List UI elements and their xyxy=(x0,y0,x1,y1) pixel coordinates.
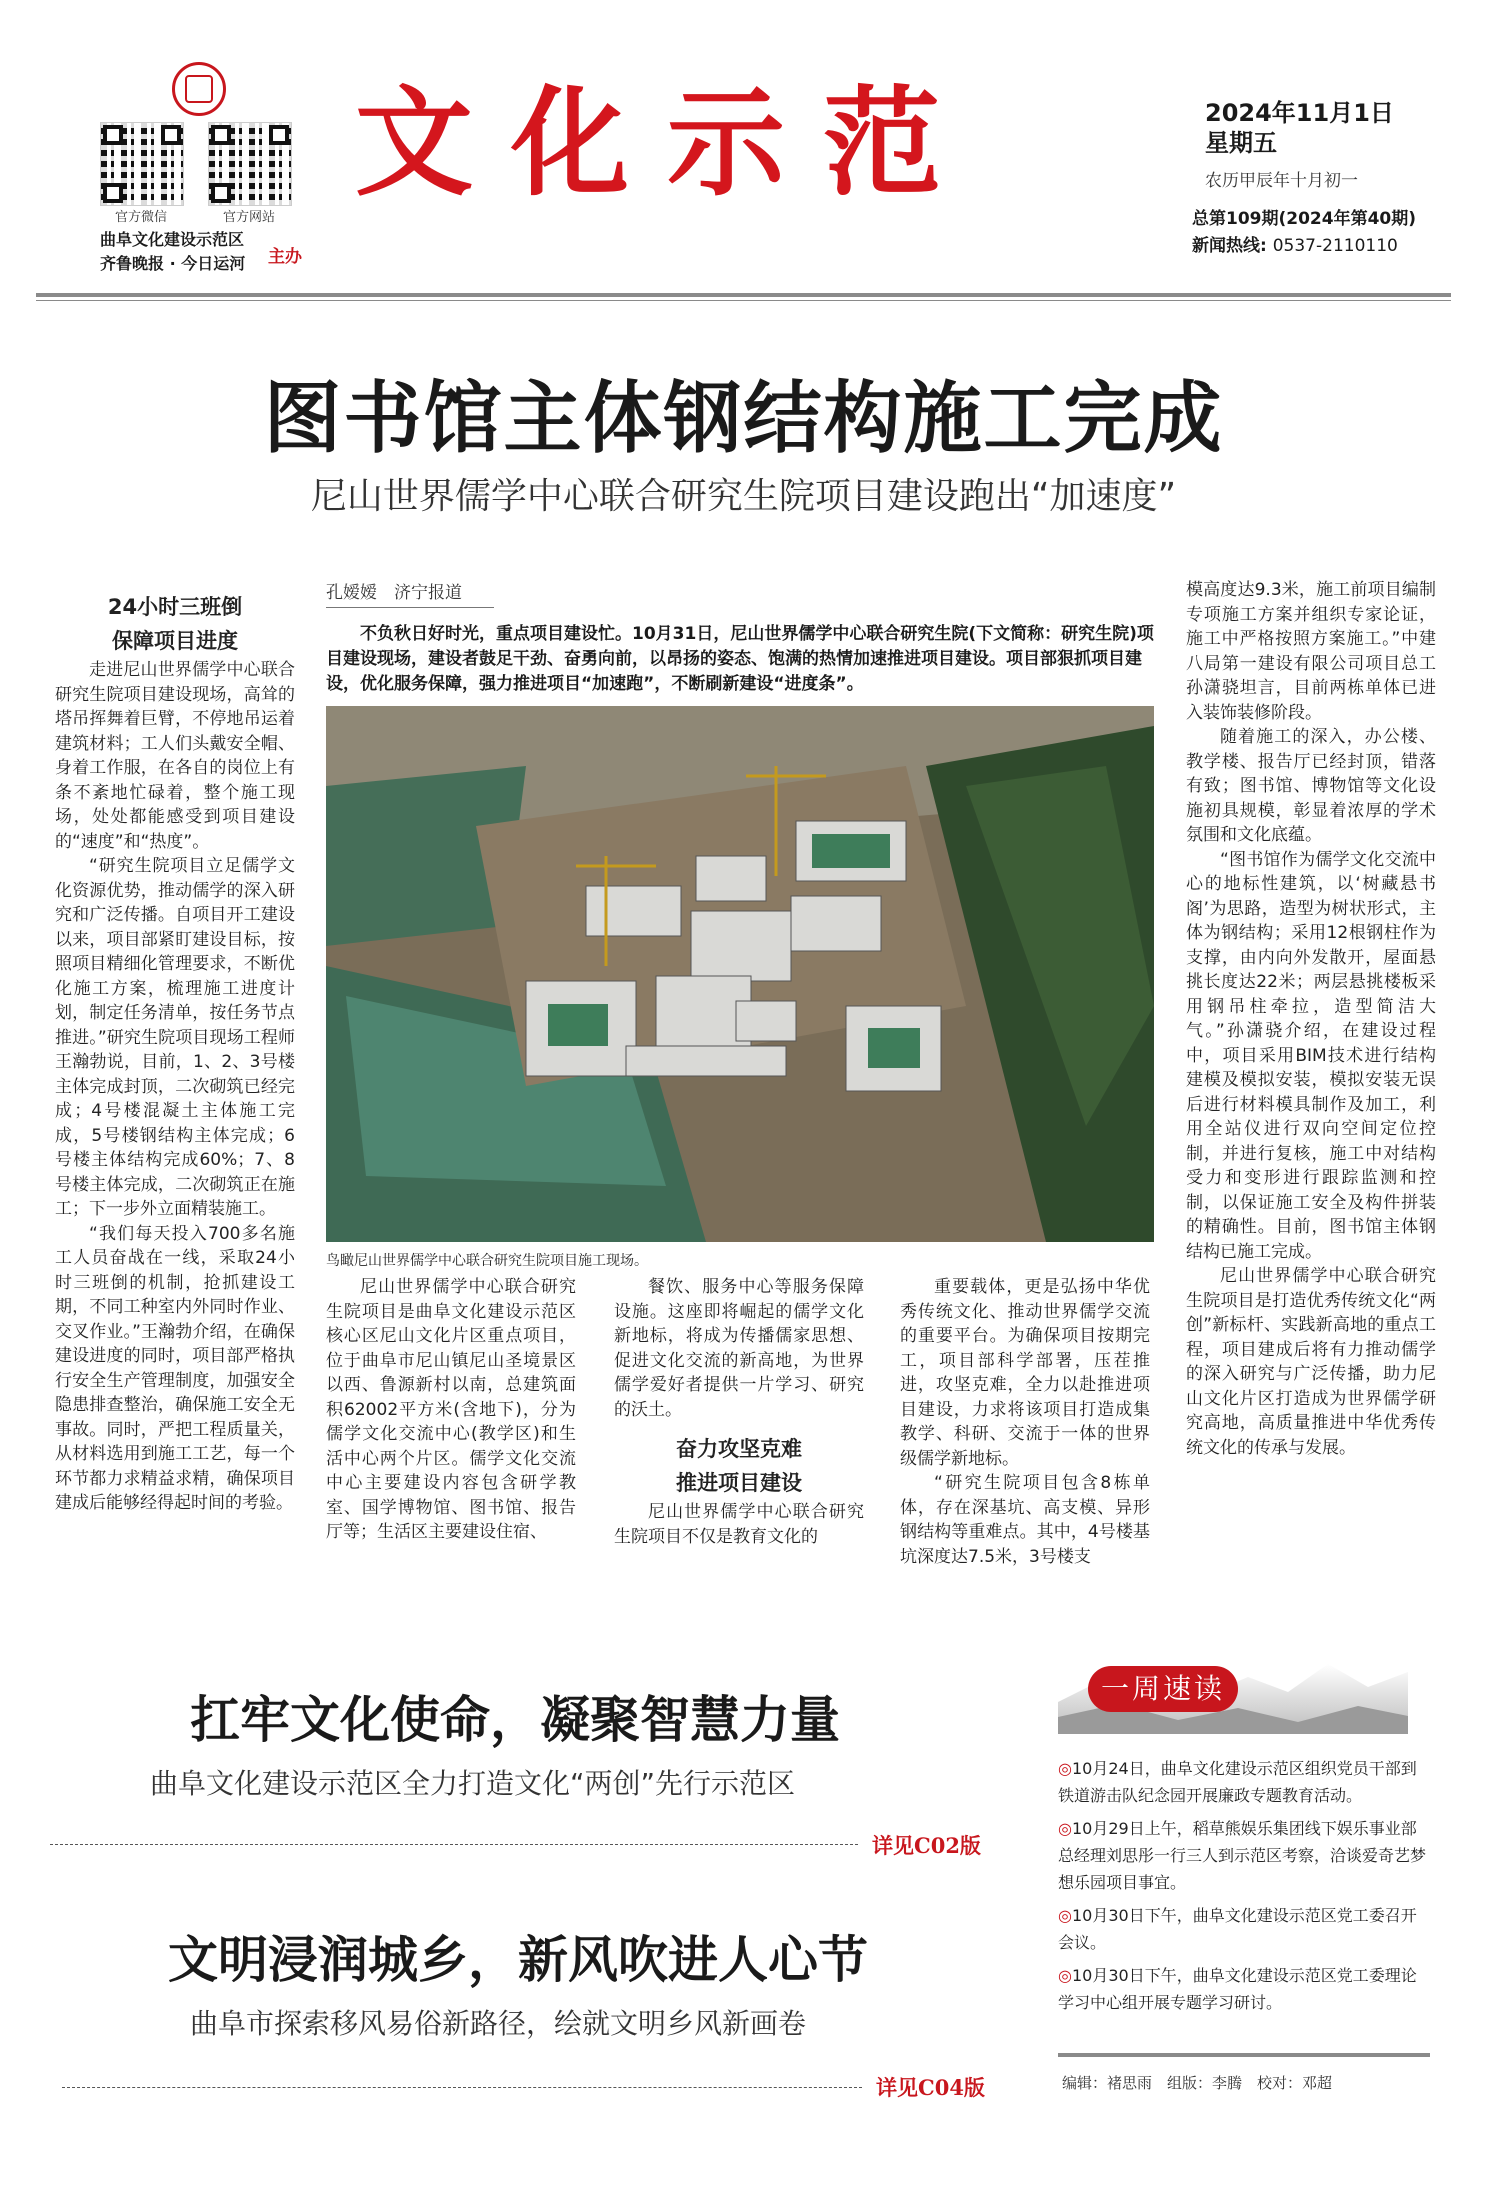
digest-bottom-rule xyxy=(1058,2053,1430,2057)
week-digest-title: 一周速读 xyxy=(1100,1672,1225,1705)
week-digest-list xyxy=(1058,1755,1430,2022)
promo-1-subheadline: 曲阜文化建设示范区全力打造文化“两创”先行示范区 xyxy=(150,1767,796,1800)
lead-left-column xyxy=(55,590,295,1516)
mid-subhead-1: 奋力攻坚克难 xyxy=(676,1437,802,1461)
paragraph: 餐饮、服务中心等服务保障设施。这座即将崛起的儒学文化新地标，将成为传播儒家思想、促进文化交流的新高地，为世界儒学爱好者提供一片学习、研究的沃土。 xyxy=(614,1277,864,1420)
editors-credit: 编辑：褚思雨 组版：李腾 校对：邓超 xyxy=(1062,2074,1333,2092)
aerial-construction-photo xyxy=(326,706,1154,1242)
lead-intro: 不负秋日好时光，重点项目建设忙。10月31日，尼山世界儒学中心联合研究生院(下文简称：研究生院)项目建设现场，建设者鼓足干劲、奋勇向前，以昂扬的姿态、饱满的热情加速推进项目建设。项目部狠抓项目建设，优化服务保障，强力推进项目“加速跑”，不断刷新建设“进度条”。 xyxy=(326,624,1154,694)
website-qr-code[interactable] xyxy=(208,122,292,225)
lead-headline: 图书馆主体钢结构施工完成 xyxy=(263,373,1224,464)
paragraph: 尼山世界儒学中心联合研究生院项目是曲阜文化建设示范区核心区尼山文化片区重点项目，位于曲阜市尼山镇尼山圣境景区以西、鲁源新村以南，总建筑面积62002平方米(含地下)，分为儒学文化交流中心(教学区)和生活中心两个片区。儒学文化交流中心主要建设内容包含研学教室、国学博物馆、图书馆、报告厅等；生活区主要建设住宿、 xyxy=(326,1277,576,1542)
host-label: 主办 xyxy=(268,247,302,267)
issue-date xyxy=(1205,98,1394,158)
week-digest-header xyxy=(1058,1642,1408,1734)
left-subhead-1: 24小时三班倒 xyxy=(107,595,243,619)
hotline-label: 新闻热线: xyxy=(1192,236,1267,256)
org-line-1: 曲阜文化建设示范区 xyxy=(100,230,245,249)
photo-caption: 鸟瞰尼山世界儒学中心联合研究生院项目施工现场。 xyxy=(326,1253,648,1269)
paragraph: “我们每天投入700多名施工人员奋战在一线，采取24小时三班倒的机制，抢抓建设工期，不同工种室内外同时作业、交叉作业。”王瀚勃介绍，在确保建设进度的同时，项目部严格执行安全生产管理制度，加强安全隐患排查整治，确保施工安全无事故。同时，严把工程质量关，从材料选用到施工工艺，每一个环节都力求精益求精，确保项目建成后能够经得起时间的考验。 xyxy=(55,1223,295,1513)
qr-caption-wechat: 官方微信 xyxy=(114,210,167,225)
digest-item: ◎10月29日上午，稻草熊娱乐集团线下娱乐事业部总经理刘思彤一行三人到示范区考察，洽谈爱奇艺梦想乐园项目事宜。 xyxy=(1058,1819,1427,1892)
bullet-icon: ◎ xyxy=(1058,1906,1072,1925)
promo-1-headline[interactable]: 扛牢文化使命，凝聚智慧力量 xyxy=(190,1690,840,1749)
left-subhead-2: 保障项目进度 xyxy=(112,629,238,653)
paragraph: 随着施工的深入，办公楼、教学楼、报告厅已经封顶，错落有致；图书馆、博物馆等文化设施初具规模，彰显着浓厚的学术氛围和文化底蕴。 xyxy=(1186,727,1436,845)
issue-number: 总第109期(2024年第40期) xyxy=(1192,209,1416,229)
wechat-qr-code[interactable] xyxy=(100,122,184,225)
host-organizations xyxy=(100,228,245,276)
promo-1-divider xyxy=(50,1844,858,1845)
paragraph: “图书馆作为儒学文化交流中心的地标性建筑，以‘树藏悬书阁’为思路，造型为树状形式，主体为钢结构；采用12根钢柱作为支撑，由内向外发散开，屋面悬挑长度达22米；两层悬挑楼板采用钢吊柱牵拉，造型简洁大气。”孙潇骁介绍，在建设过程中，项目采用BIM技术进行结构建模及模拟安装，模拟安装无误后进行材料模具制作及加工，利用全站仪进行双向空间定位控制，并进行复核，施工中对结构受力和变形进行跟踪监测和控制，以保证施工安全及构件拼装的精确性。目前，图书馆主体钢结构已施工完成。 xyxy=(1186,849,1436,1262)
promo-2-page-ref[interactable]: 详见C04版 xyxy=(876,2075,985,2100)
promo-2-divider xyxy=(62,2087,862,2088)
issue-info xyxy=(1192,206,1416,260)
bullet-icon: ◎ xyxy=(1058,1819,1072,1838)
lead-mid-column-1 xyxy=(326,1275,576,1545)
masthead-rule-thin xyxy=(36,300,1451,301)
bullet-icon: ◎ xyxy=(1058,1966,1072,1985)
byline: 孔嫒嫒 济宁报道 xyxy=(326,578,494,608)
promo-2-headline[interactable]: 文明浸润城乡，新风吹进人心节 xyxy=(168,1930,868,1989)
bullet-icon: ◎ xyxy=(1058,1759,1072,1778)
paragraph: 重要载体，更是弘扬中华优秀传统文化、推动世界儒学交流的重要平台。为确保项目按期完工，项目部科学部署，压茬推进，攻坚克难，全力以赴推进项目建设，力求将该项目打造成集教学、科研、交流于一体的世界级儒学新地标。 xyxy=(900,1277,1150,1469)
hotline-number: 0537-2110110 xyxy=(1272,236,1398,256)
promo-2-subheadline: 曲阜市探索移风易俗新路径，绘就文明乡风新画卷 xyxy=(190,2007,807,2040)
paragraph: “研究生院项目包含8栋单体，存在深基坑、高支模、异形钢结构等重难点。其中，4号楼基坑深度达7.5米，3号楼支 xyxy=(900,1473,1150,1567)
mid-subhead-2: 推进项目建设 xyxy=(676,1471,802,1495)
paragraph: 走进尼山世界儒学中心联合研究生院项目建设现场，高耸的塔吊挥舞着巨臂，不停地吊运着建筑材料；工人们头戴安全帽、身着工作服，在各自的岗位上有条不紊地忙碌着，整个施工现场，处处都能感受到项目建设的“速度”和“热度”。 xyxy=(55,660,295,852)
lead-right-column xyxy=(1186,578,1436,1460)
paragraph: 尼山世界儒学中心联合研究生院项目不仅是教育文化的 xyxy=(614,1502,864,1547)
hotline xyxy=(1192,233,1416,260)
paragraph: “研究生院项目立足儒学文化资源优势，推动儒学的深入研究和广泛传播。自项目开工建设以来，项目部紧盯建设目标，按照项目精细化管理要求，不断优化施工方案，梳理施工进度计划，制定任务清单，按任务节点推进。”研究生院项目现场工程师王瀚勃说，目前，1、2、3号楼主体完成封顶，二次砌筑已经完成；4号楼混凝土主体施工完成，5号楼钢结构主体完成；6号楼主体结构完成60%；7、8号楼主体完成，二次砌筑正在施工；下一步外立面精装施工。 xyxy=(55,856,295,1219)
promo-1-page-ref[interactable]: 详见C02版 xyxy=(872,1833,981,1858)
lunar-date: 农历甲辰年十月初一 xyxy=(1205,171,1358,191)
lead-subheadline: 尼山世界儒学中心联合研究生院项目建设跑出“加速度” xyxy=(310,476,1177,517)
construction-site-illustration xyxy=(326,706,1154,1242)
weekday-text: 星期五 xyxy=(1205,129,1277,157)
paragraph: 尼山世界儒学中心联合研究生院项目是打造优秀传统文化“两创”新标杆、实践新高地的重点工程，项目建成后将有力推动儒学的深入研究与广泛传播，助力尼山文化片区打造成为世界儒学研究高地，高质量推进中华优秀传统文化的传承与发展。 xyxy=(1186,1266,1436,1458)
org-line-2: 齐鲁晚报 · 今日运河 xyxy=(100,254,246,273)
masthead-title: 文化示范 xyxy=(355,73,980,212)
paragraph: 模高度达9.3米，施工前项目编制专项施工方案并组织专家论证，施工中严格按照方案施工。”中建八局第一建设有限公司项目总工孙潇骁坦言，目前两栋单体已进入装饰装修阶段。 xyxy=(1186,580,1436,723)
digest-item: ◎10月30日下午，曲阜文化建设示范区党工委召开会议。 xyxy=(1058,1906,1417,1952)
newspaper-seal-logo xyxy=(172,62,226,116)
lead-mid-column-2 xyxy=(614,1275,864,1549)
digest-item: ◎10月24日，曲阜文化建设示范区组织党员干部到铁道游击队纪念园开展廉政专题教育活动。 xyxy=(1058,1759,1417,1805)
lead-mid-column-3 xyxy=(900,1275,1150,1569)
digest-item: ◎10月30日下午，曲阜文化建设示范区党工委理论学习中心组开展专题学习研讨。 xyxy=(1058,1966,1417,2012)
date-text: 2024年11月1日 xyxy=(1205,99,1394,127)
qr-caption-website: 官方网站 xyxy=(222,210,275,225)
masthead-rule xyxy=(36,293,1451,297)
